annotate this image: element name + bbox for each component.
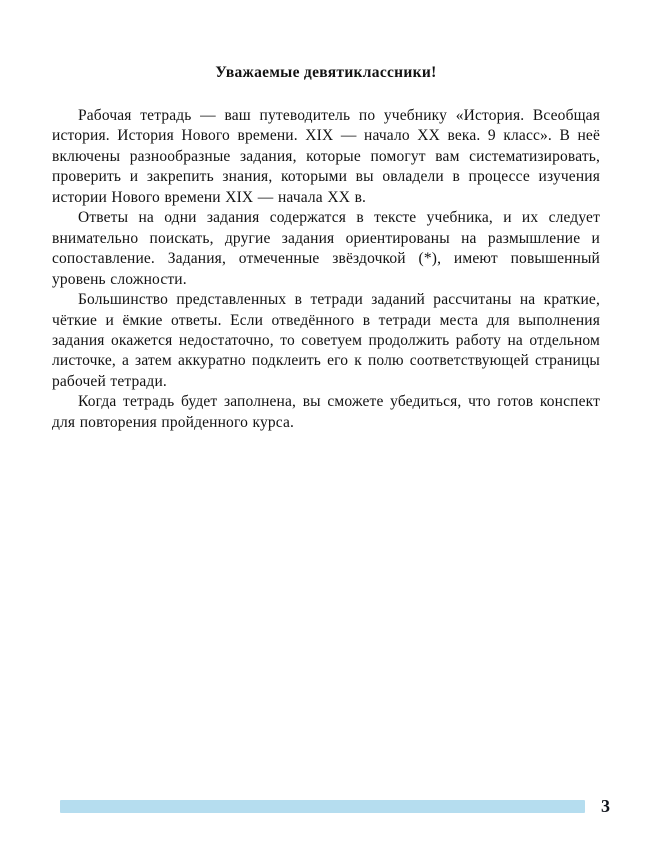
footer-accent-bar [60,800,585,813]
paragraph: Ответы на одни задания содержатся в тексте учебника, и их следует внимательно поискать, другие задания ориентированы на размышление и сопоставление. Задания, отмеченные звёздочкой (*), имеют повышенный уровень сложности. [52,209,600,288]
page-content [52,64,600,433]
page-number: 3 [601,796,610,816]
page-title: Уважаемые девятиклассники! [215,64,437,81]
paragraph: Рабочая тетрадь — ваш путеводитель по учебнику «История. Всеобщая история. История Нового времени. XIX — начало XX века. 9 класс». В неё включены разнообразные задания, которые помогут вам систематизировать, проверить и закрепить знания, которыми вы овладели в процессе изучения истории Нового времени XIX — начала XX в. [52,107,600,206]
page-footer [60,797,610,815]
paragraph: Большинство представленных в тетради заданий рассчитаны на краткие, чёткие и ёмкие ответы. Если отведённого в тетради места для выполнения задания окажется недостаточно, то советуем продолжить работу на отдельном листочке, а затем аккуратно подклеить его к полю соответствующей страницы рабочей тетради. [52,291,600,390]
body-text [52,106,600,433]
paragraph: Когда тетрадь будет заполнена, вы сможете убедиться, что готов конспект для повторения пройденного курса. [52,393,600,431]
